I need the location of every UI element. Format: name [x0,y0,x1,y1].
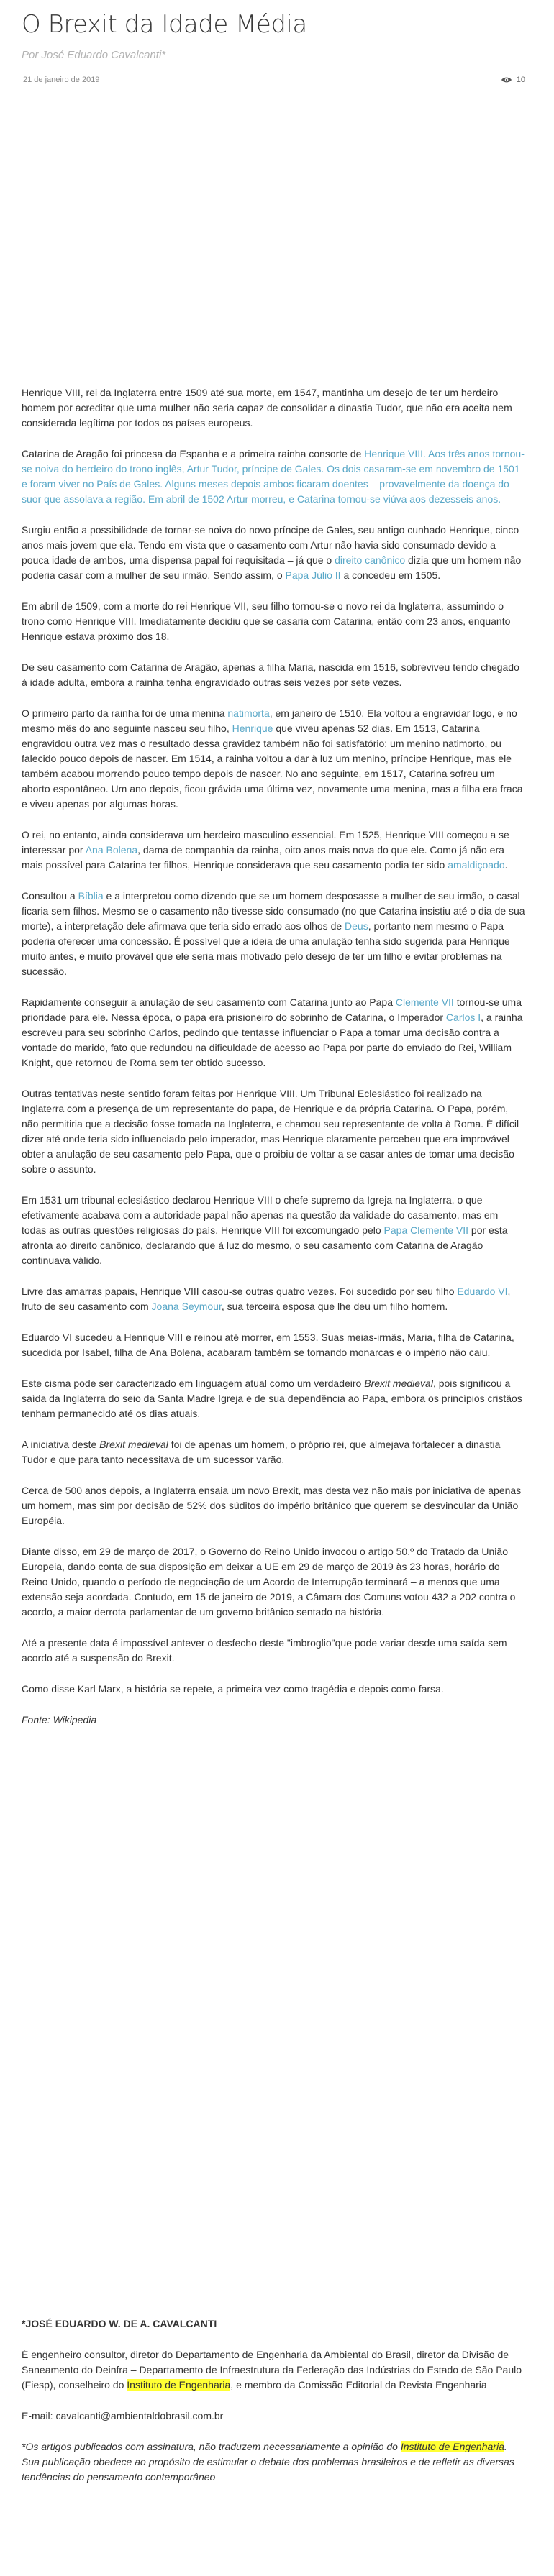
disclaimer-note: *Os artigos publicados com assinatura, não traduzem necessariamente a opinião do Instituto de Engenharia. Sua publicação obedece ao propósito de estimular o debate dos problemas brasileiros e de refletir as diversas tendências do pensamento contemporâneo [22,2441,514,2483]
link-deus[interactable]: Deus [345,920,368,932]
link-papa-julio-ii[interactable]: Papa Júlio II [285,569,341,581]
link-direito-canonico[interactable]: direito canônico [335,554,406,566]
link-henrique-viii[interactable]: Henrique VIII. Aos três anos tornou-se noiva do herdeiro do trono inglês, Artur Tudor, príncipe de Gales. Os dois casaram-se em novembro de 1501 e foram viver no País de Gales. Alguns meses depois ambos ficaram doentes – provavelmente da doença do suor que assolava a região. Em abril de 1502 Artur morreu, e Catarina tornou-se viúva aos dezesseis anos. [22,448,525,505]
paragraph: Como disse Karl Marx, a história se repete, a primeira vez como tragédia e depois como farsa. [22,1683,444,1695]
link-papa-clemente-vii[interactable]: Papa Clemente VII [383,1224,469,1236]
link-joana-seymour[interactable]: Joana Seymour [151,1301,222,1312]
post-meta [22,74,525,86]
highlight-instituto: Instituto de Engenharia [127,2379,231,2391]
eye-icon [501,76,512,83]
link-carlos-i[interactable]: Carlos I [445,1012,481,1023]
article-body [22,385,525,1743]
paragraph: Rapidamente conseguir a anulação de seu casamento com Catarina junto ao Papa Clemente VII tornou-se uma prioridade para ele. Nessa época, o papa era prisioneiro do sobrinho de Catarina, o Imperador Carlos I, a rainha escreveu para seu sobrinho Carlos, pedindo que tentasse influenciar o Papa a tomar uma decisão contra a vontade do marido, fato que redundou na dificuldade de acesso ao Papa por parte do enviado do Rei, William Knight, que retornou de Roma sem ter obtido sucesso. [22,996,523,1068]
paragraph: Henrique VIII, rei da Inglaterra entre 1509 até sua morte, em 1547, mantinha um desejo de ter um herdeiro homem por acreditar que uma mulher não seria capaz de consolidar a dinastia Tudor, que não era aceita nem considerada legítima por todos os países europeus. [22,387,512,428]
paragraph: Em abril de 1509, com a morte do rei Henrique VII, seu filho tornou-se o novo rei da Inglaterra, assumindo o trono como Henrique VIII. Imediatamente decidiu que se casaria com Catarina, então com 23 anos, enquanto Henrique estava próximo dos 18. [22,600,511,642]
author-name: *JOSÉ EDUARDO W. DE A. CAVALCANTI [22,2318,217,2329]
paragraph: Em 1531 um tribunal eclesiástico declarou Henrique VIII o chefe supremo da Igreja na Inglaterra, o que efetivamente acabava com a autoridade papal não apenas na questão da validade do casamento, mas em todas as outras questões religiosas do país. Henrique VIII foi excomungado pelo Papa Clemente VII por esta afronta ao direito canônico, declarando que à luz do mesmo, o seu casamento com Catarina de Aragão continuava válido. [22,1194,508,1266]
paragraph: Cerca de 500 anos depois, a Inglaterra ensaia um novo Brexit, mas desta vez não mais por iniciativa de apenas um homem, mas sim por decisão de 52% dos súditos do império britânico que querem se desvincular da União Européia. [22,1485,522,1526]
paragraph: O primeiro parto da rainha foi de uma menina natimorta, em janeiro de 1510. Ela voltou a engravidar logo, e no mesmo mês do ano seguinte nasceu seu filho, Henrique que viveu apenas 52 dias. Em 1513, Catarina engravidou outra vez mas o resultado dessa gravidez também não foi satisfatório: um menino natimorto, ou falecido pouco depois de nascer. Em 1514, a rainha voltou a dar à luz um menino, príncipe Henrique, mas ele também acabou morrendo pouco tempo depois de nascer. No ano seguinte, em 1517, Catarina sofreu um aborto espontâneo. Um ano depois, ficou grávida uma última vez, novamente uma menina, mas a filha era fraca e viveu apenas por algumas horas. [22,707,523,810]
paragraph: Surgiu então a possibilidade de tornar-se noiva do novo príncipe de Gales, seu antigo cunhado Henrique, cinco anos mais jovem que ela. Tendo em vista que o casamento com Artur não havia sido consumado devido a pouca idade de ambos, uma dispensa papal foi requisitada – já que o direito canônico dizia que um homem não poderia casar com a mulher de seu irmão. Sendo assim, o Papa Júlio II a concedeu em 1505. [22,524,522,581]
link-amaldicoado[interactable]: amaldiçoado [448,859,505,871]
paragraph: Este cisma pode ser caracterizado em linguagem atual como um verdadeiro Brexit medieval, pois significou a saída da Inglaterra do seio da Santa Madre Igreja e de sua dependência ao Papa, embora os princípios cristãos tenham permanecido até os dias atuais. [22,1378,522,1419]
paragraph: Livre das amarras papais, Henrique VIII casou-se outras quatro vezes. Foi sucedido por seu filho Eduardo VI, fruto de seu casamento com Joana Seymour, sua terceira esposa que lhe deu um filho homem. [22,1285,511,1312]
page-title: O Brexit da Idade Média [22,10,307,39]
paragraph: De seu casamento com Catarina de Aragão, apenas a filha Maria, nascida em 1516, sobreviveu tendo chegado à idade adulta, embora a rainha tenha engravidado outras seis vezes por sete vezes. [22,661,519,688]
view-count [501,74,525,86]
paragraph: Eduardo VI sucedeu a Henrique VIII e reinou até morrer, em 1553. Suas meias-irmãs, Maria, filha de Catarina, sucedida por Isabel, filha de Ana Bolena, acabaram também se tornando monarcas e o império não caiu. [22,1331,514,1358]
link-ana-bolena[interactable]: Ana Bolena [85,844,138,856]
source-note: Fonte: Wikipedia [22,1714,97,1725]
paragraph: A iniciativa deste Brexit medieval foi de apenas um homem, o próprio rei, que almejava fortalecer a dinastia Tudor e que para tanto necessitava de um sucessor varão. [22,1439,501,1465]
link-henrique[interactable]: Henrique [232,723,273,734]
author-email: E-mail: cavalcanti@ambientaldobrasil.com.br [22,2410,224,2421]
byline: Por José Eduardo Cavalcanti* [22,49,166,61]
paragraph: Consultou a Bíblia e a interpretou como dizendo que se um homem desposasse a mulher de seu irmão, o casal ficaria sem filhos. Mesmo se o casamento não tivesse sido consumado (no que Catarina insistiu até o dia de sua morte), a interpretação dele afirmava que teria sido errado aos olhos de Deus, portanto nem mesmo o Papa poderia oferecer uma concessão. É possível que a ideia de uma anulação tenha sido sugerida para Henrique muito antes, e muito provável que ele seria mais motivado pelo desejo de ter um filho e evitar problemas na sucessão. [22,890,525,977]
paragraph: Catarina de Aragão foi princesa da Espanha e a primeira rainha consorte de Henrique VIII. Aos três anos tornou-se noiva do herdeiro do trono inglês, Artur Tudor, príncipe de Gales. Os dois casaram-se em novembro de 1501 e foram viver no País de Gales. Alguns meses depois ambos ficaram doentes – provavelmente da doença do suor que assolava a região. Em abril de 1502 Artur morreu, e Catarina tornou-se viúva aos dezesseis anos. [22,448,525,505]
link-clemente-vii[interactable]: Clemente VII [395,996,454,1008]
author-block [22,2316,525,2501]
paragraph: Outras tentativas neste sentido foram feitas por Henrique VIII. Um Tribunal Eclesiástico foi realizado na Inglaterra com a presença de um representante do papa, de Henrique e da própria Catarina. O Papa, porém, não permitiria que a decisão fosse tomada na Inglaterra, e chamou seu representante de volta à Roma. É difícil dizer até onde teria sido influenciado pelo imperador, mas Henrique claramente percebeu que era improvável obter a anulação de seu casamento pelo Papa, que o proibiu de voltar a se casar antes de tomar uma decisão sobre o assunto. [22,1088,519,1175]
view-count-value: 10 [516,75,525,84]
link-eduardo-vi[interactable]: Eduardo VI [457,1285,508,1297]
highlight-instituto-note: Instituto de Engenharia [400,2441,504,2452]
paragraph: Até a presente data é impossível antever o desfecho deste "imbroglio"que pode variar desde uma saída sem acordo até a suspensão do Brexit. [22,1637,507,1664]
post-date: 21 de janeiro de 2019 [23,75,100,84]
paragraph: O rei, no entanto, ainda considerava um herdeiro masculino essencial. Em 1525, Henrique VIII começou a se interessar por Ana Bolena, dama de companhia da rainha, oito anos mais nova do que ele. Como já não era mais possível para Catarina ter filhos, Henrique considerava que seu casamento podia ter sido amaldiçoado. [22,829,509,871]
link-biblia[interactable]: Bíblia [78,890,104,902]
paragraph: Diante disso, em 29 de março de 2017, o Governo do Reino Unido invocou o artigo 50.º do Tratado da União Europeia, dando conta de sua disposição em deixar a UE em 29 de março de 2019 às 23 horas, horário do Reino Unido, quando o período de negociação de um Acordo de Interrupção terminará – a menos que uma extensão seja acordada. Contudo, em 15 de janeiro de 2019, a Câmara dos Comuns votou 432 a 202 contra o acordo, a maior derrota parlamentar de um governo britânico sentado na história. [22,1546,516,1618]
link-natimorta[interactable]: natimorta [227,707,270,719]
author-bio: É engenheiro consultor, diretor do Departamento de Engenharia da Ambiental do Brasil, diretor da Divisão de Saneamento do Deinfra – Departamento de Infraestrutura da Federação das Indústrias do Estado de São Paulo (Fiesp), conselheiro do Instituto de Engenharia, e membro da Comissão Editorial da Revista Engenharia [22,2349,522,2391]
